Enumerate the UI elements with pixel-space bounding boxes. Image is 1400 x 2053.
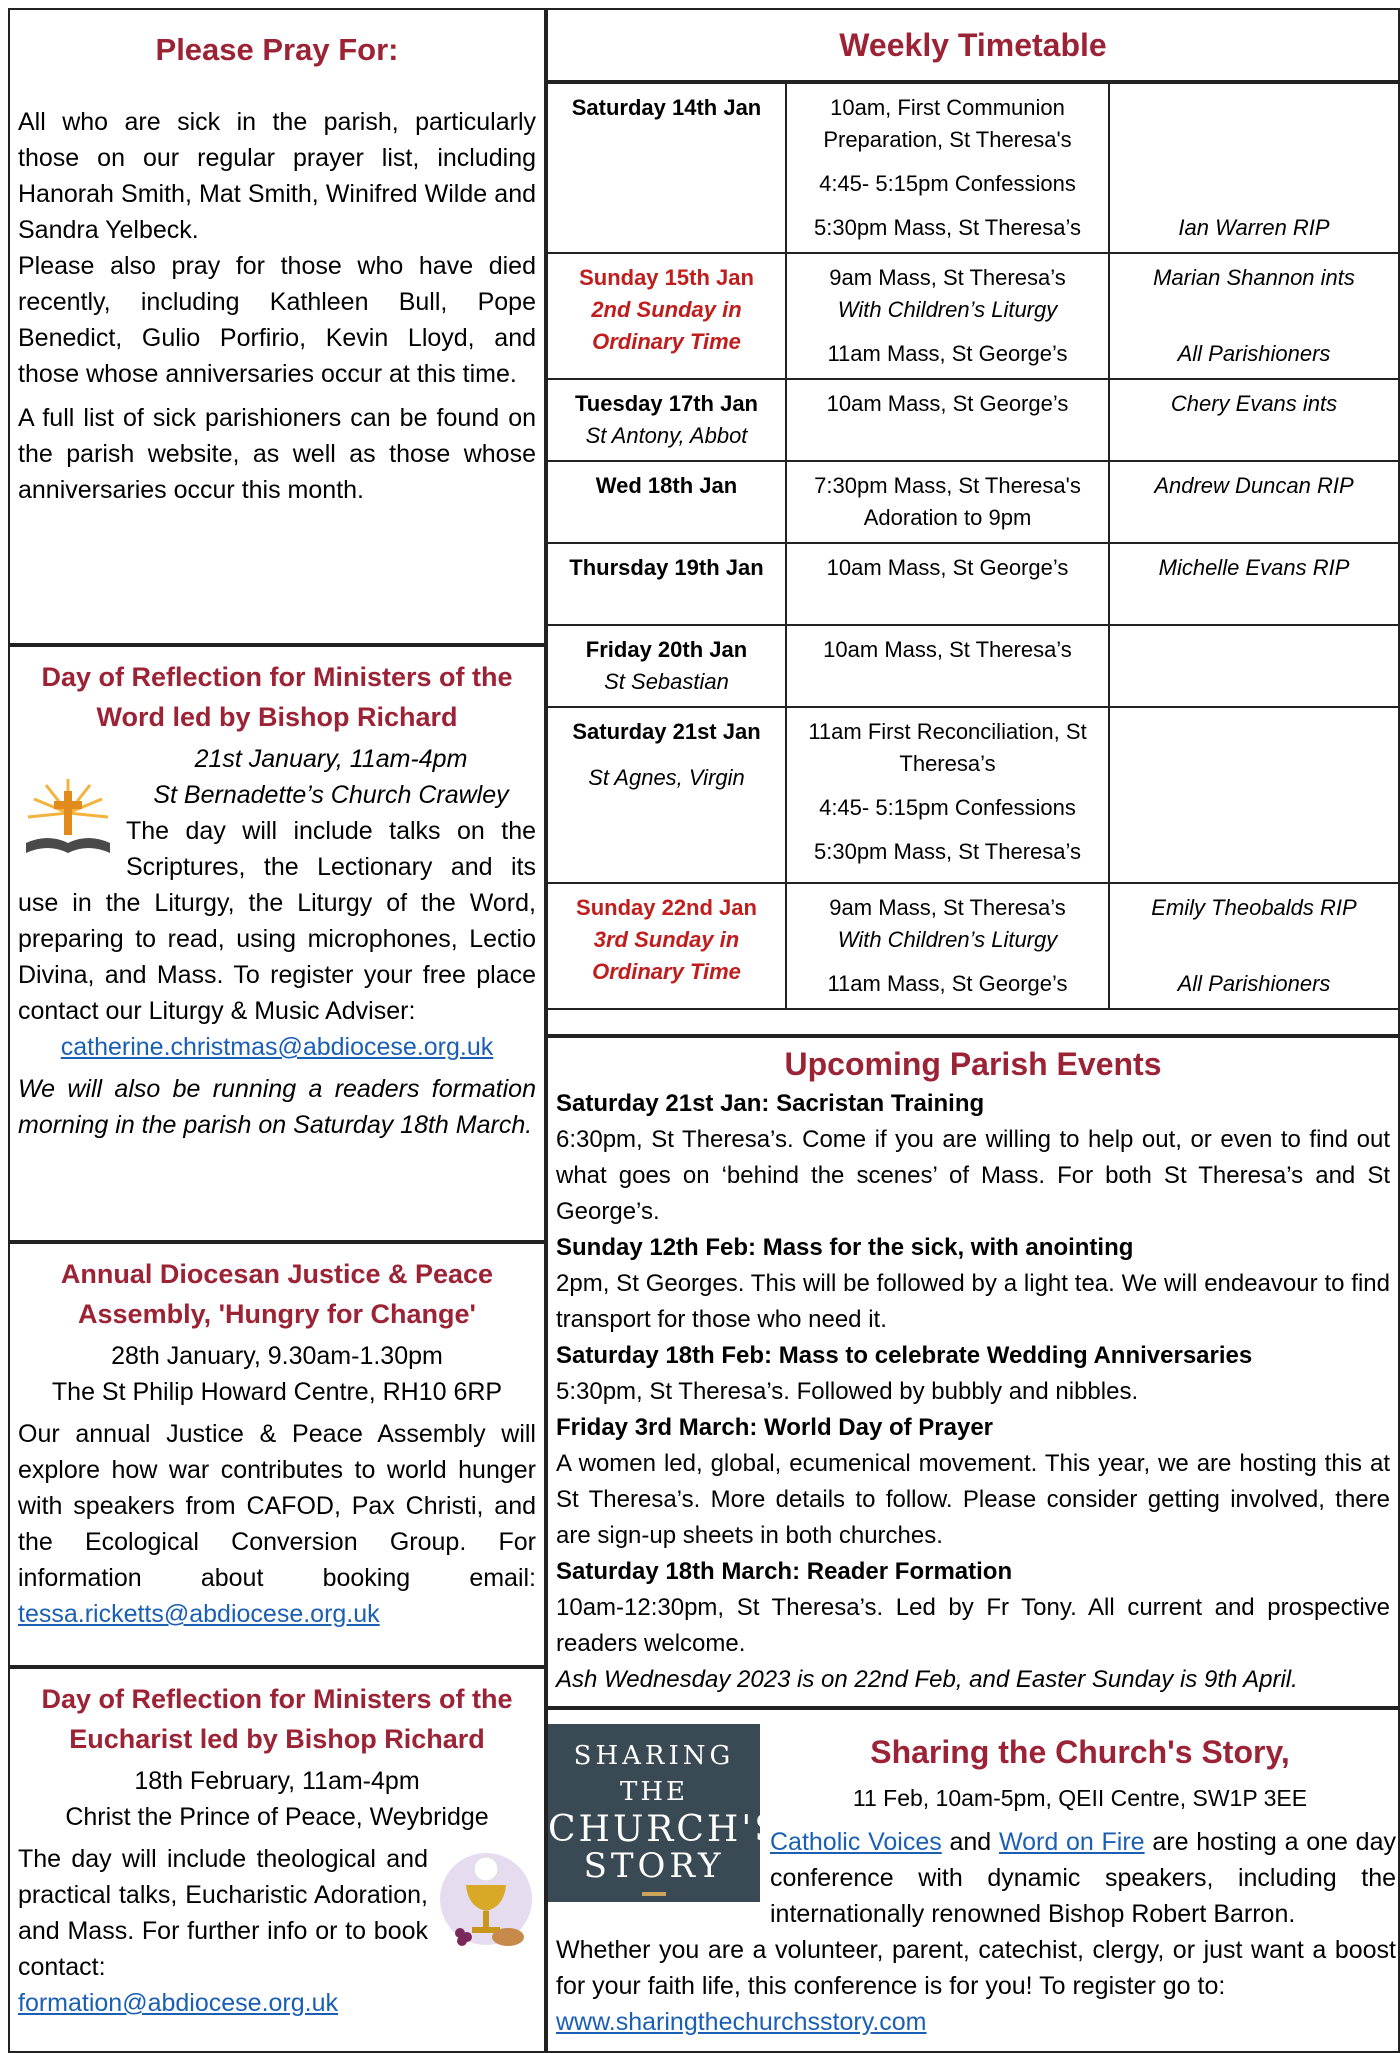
timetable-service-text: 11am Mass, St George’s	[827, 341, 1068, 366]
timetable-intention	[1116, 86, 1392, 162]
catholic-voices-link[interactable]: Catholic Voices	[770, 1828, 942, 1856]
event-title: Saturday 21st Jan: Sacristan Training	[556, 1090, 985, 1117]
timetable-row	[548, 625, 1398, 707]
pray-sick-paragraph: All who are sick in the parish, particularly those on our regular prayer list, including Hanorah Smith, Mat Smith, Winifred Wilde and Sandra Yelbeck.	[18, 108, 536, 244]
timetable-row	[548, 253, 1398, 379]
timetable-services-cell	[786, 253, 1109, 379]
timetable-feast: 3rd Sunday in Ordinary Time	[592, 927, 741, 984]
justice-peace-title: Annual Diocesan Justice & Peace Assembly, 'Hungry for Change'	[60, 1259, 494, 1329]
timetable-intentions-cell	[1109, 625, 1398, 707]
timetable-service-text: 4:45- 5:15pm Confessions	[819, 795, 1076, 820]
timetable-services-cell	[786, 625, 1109, 707]
timetable-intentions-cell	[1109, 461, 1398, 543]
sharing-and: and	[949, 1828, 992, 1856]
sharing-story-title: Sharing the Church's Story,	[870, 1734, 1290, 1770]
timetable-day: Tuesday 17th Jan	[575, 391, 758, 416]
justice-peace-body: Our annual Justice & Peace Assembly will explore how war contributes to world hunger with speakers from CAFOD, Pax Christi, and the Ecological Conversion Group. For information about booking email:	[18, 1420, 536, 1592]
sharing-body-b: Whether you are a volunteer, parent, catechist, clergy, or just want a boost for your faith life, this conference is for you! To register go to:	[556, 1936, 1396, 2000]
event-title: Saturday 18th March: Reader Formation	[556, 1558, 1013, 1585]
reflection-word-body: The day will include talks on the Scriptures, the Lectionary and its use in the Liturgy, the Liturgy of the Word, preparing to read, using microphones, Lectio Divina, and Mass. To register your free place contact our Liturgy & Music Adviser:	[18, 817, 536, 1025]
reflection-word-title: Day of Reflection for Ministers of the Word led by Bishop Richard	[41, 662, 513, 732]
timetable-day: Saturday 14th Jan	[571, 95, 762, 120]
timetable-intention	[1116, 830, 1392, 874]
timetable-day: Wed 18th Jan	[595, 473, 738, 498]
event-item	[556, 1410, 1390, 1554]
timetable-services-cell	[786, 461, 1109, 543]
timetable-intention	[1116, 628, 1392, 672]
timetable-day: Saturday 21st Jan	[572, 719, 761, 744]
timetable-service	[793, 830, 1102, 874]
justice-peace-date: 28th January, 9.30am-1.30pm	[111, 1342, 443, 1370]
timetable-intentions-cell	[1109, 83, 1398, 253]
bible-cross-icon	[18, 771, 118, 871]
timetable-title: Weekly Timetable	[548, 10, 1398, 82]
timetable-intention	[1116, 162, 1392, 206]
timetable-service-text: 9am Mass, St Theresa’s	[829, 895, 1066, 920]
timetable-services-cell	[786, 83, 1109, 253]
timetable-table	[548, 82, 1398, 1010]
timetable-intention: All Parishioners	[1177, 341, 1331, 366]
chalice-icon	[436, 1841, 536, 1961]
event-item	[556, 1338, 1390, 1410]
timetable-services-cell	[786, 883, 1109, 1009]
events-title: Upcoming Parish Events	[784, 1046, 1162, 1082]
timetable-service-note: With Children’s Liturgy	[837, 927, 1058, 952]
timetable-intention: All Parishioners	[1177, 971, 1331, 996]
logo-line-the: THE	[620, 1777, 688, 1807]
event-description: 2pm, St Georges. This will be followed by a light tea. We will endeavour to find transport for those who need it.	[556, 1270, 1390, 1333]
timetable-service-text: 9am Mass, St Theresa’s	[829, 265, 1066, 290]
logo-line-churchs: CHURCH'S	[548, 1809, 782, 1850]
timetable-day-cell	[548, 543, 786, 625]
timetable-service-text: 7:30pm Mass, St Theresa's Adoration to 9pm	[814, 473, 1081, 530]
weekly-timetable	[546, 8, 1400, 1036]
timetable-feast: St Agnes, Virgin	[588, 765, 745, 790]
events-list	[556, 1086, 1390, 1662]
events-note: Ash Wednesday 2023 is on 22nd Feb, and Easter Sunday is 9th April.	[556, 1666, 1298, 1693]
timetable-service	[793, 256, 1102, 332]
event-description: 5:30pm, St Theresa’s. Followed by bubbly and nibbles.	[556, 1378, 1139, 1405]
upcoming-events-section	[546, 1036, 1400, 1708]
sharing-body-a: are hosting a one day conference with dynamic speakers, including the internationally renowned Bishop Robert Barron.	[770, 1828, 1396, 1928]
timetable-service-text: 10am Mass, St George’s	[826, 391, 1069, 416]
logo-line-story: STORY	[583, 1846, 725, 1886]
reflection-word-place: St Bernadette’s Church Crawley	[153, 781, 509, 809]
word-on-fire-link[interactable]: Word on Fire	[998, 1828, 1145, 1856]
justice-peace-place: The St Philip Howard Centre, RH10 6RP	[51, 1378, 503, 1406]
timetable-service-text: 4:45- 5:15pm Confessions	[819, 171, 1076, 196]
timetable-row	[548, 83, 1398, 253]
sharing-story-logo	[548, 1724, 782, 1902]
timetable-service-text: 11am First Reconciliation, St Theresa’s	[808, 719, 1087, 776]
timetable-service	[793, 162, 1102, 206]
timetable-service	[793, 710, 1102, 786]
timetable-row	[548, 707, 1398, 883]
timetable-service-text: 5:30pm Mass, St Theresa’s	[814, 215, 1081, 240]
timetable-day-cell	[548, 461, 786, 543]
timetable-intention	[1116, 786, 1392, 830]
timetable-service-text: 10am Mass, St Theresa’s	[823, 637, 1072, 662]
event-description: 10am-12:30pm, St Theresa’s. Led by Fr Tony. All current and prospective readers welcome.	[556, 1594, 1390, 1657]
timetable-day-cell	[548, 253, 786, 379]
timetable-intention: Emily Theobalds RIP	[1151, 895, 1357, 920]
timetable-service	[793, 382, 1102, 426]
timetable-feast: St Antony, Abbot	[585, 423, 748, 448]
sharing-story-url-link[interactable]: www.sharingthechurchsstory.com	[556, 2008, 927, 2036]
reflection-eucharist-body: The day will include theological and practical talks, Eucharistic Adoration, and Mass. For further info or to book contact:	[18, 1845, 428, 1981]
reflection-eucharist-section	[8, 1667, 546, 2053]
timetable-service-note: With Children’s Liturgy	[837, 297, 1058, 322]
pray-for-title: Please Pray For:	[155, 32, 399, 67]
timetable-service	[793, 206, 1102, 250]
timetable-intentions-cell	[1109, 543, 1398, 625]
reflection-eucharist-title: Day of Reflection for Ministers of the Eucharist led by Bishop Richard	[41, 1684, 513, 1754]
timetable-row	[548, 543, 1398, 625]
timetable-day: Sunday 15th Jan	[579, 265, 754, 290]
event-item	[556, 1086, 1390, 1230]
timetable-row	[548, 883, 1398, 1009]
timetable-services-cell	[786, 707, 1109, 883]
timetable-row	[548, 461, 1398, 543]
timetable-service-text: 11am Mass, St George’s	[827, 971, 1068, 996]
timetable-day-cell	[548, 883, 786, 1009]
timetable-service	[793, 86, 1102, 162]
timetable-row	[548, 379, 1398, 461]
pray-for-section	[8, 8, 546, 645]
event-item	[556, 1230, 1390, 1338]
timetable-services-cell	[786, 379, 1109, 461]
reflection-word-email-link[interactable]: catherine.christmas@abdiocese.org.uk	[60, 1033, 494, 1061]
event-description: 6:30pm, St Theresa’s. Come if you are willing to help out, or even to find out what goes on ‘behind the scenes’ of Mass. For both St Theresa’s and St George’s.	[556, 1126, 1390, 1225]
timetable-intentions-cell	[1109, 253, 1398, 379]
timetable-day: Thursday 19th Jan	[569, 555, 764, 580]
timetable-service	[793, 628, 1102, 672]
logo-line-sharing: SHARING	[573, 1741, 735, 1771]
timetable-service-text: 10am Mass, St George’s	[826, 555, 1069, 580]
timetable-intention: Michelle Evans RIP	[1158, 555, 1350, 580]
justice-peace-email-link[interactable]: tessa.ricketts@abdiocese.org.uk	[18, 1600, 380, 1628]
reflection-word-section	[8, 645, 546, 1242]
logo-bookmark-icon	[642, 1892, 666, 1896]
timetable-intentions-cell	[1109, 707, 1398, 883]
timetable-service	[793, 962, 1102, 1006]
pray-list-paragraph: A full list of sick parishioners can be found on the parish website, as well as those whose anniversaries occur this month.	[18, 404, 536, 504]
timetable-service-text: 5:30pm Mass, St Theresa’s	[814, 839, 1081, 864]
timetable-intention: Ian Warren RIP	[1178, 215, 1330, 240]
timetable-service	[793, 332, 1102, 376]
event-description: A women led, global, ecumenical movement. This year, we are hosting this at St Theresa’s. More details to follow. Please consider getting involved, there are sign-up sheets in both churches.	[556, 1450, 1390, 1549]
timetable-service	[793, 786, 1102, 830]
timetable-day-cell	[548, 707, 786, 883]
sharing-story-section	[546, 1708, 1400, 2053]
justice-peace-section	[8, 1242, 546, 1667]
timetable-service	[793, 464, 1102, 540]
timetable-intention: Chery Evans ints	[1170, 391, 1338, 416]
timetable-feast: St Sebastian	[604, 669, 729, 694]
event-title: Saturday 18th Feb: Mass to celebrate Wedding Anniversaries	[556, 1342, 1253, 1369]
timetable-service-text: 10am, First Communion Preparation, St Theresa's	[823, 95, 1072, 152]
timetable-day-cell	[548, 83, 786, 253]
timetable-intentions-cell	[1109, 379, 1398, 461]
timetable-day: Sunday 22nd Jan	[576, 895, 757, 920]
timetable-intention: Marian Shannon ints	[1153, 265, 1355, 290]
timetable-feast: 2nd Sunday in Ordinary Time	[591, 297, 742, 354]
event-item	[556, 1554, 1390, 1662]
timetable-intention: Andrew Duncan RIP	[1154, 473, 1354, 498]
timetable-service	[793, 546, 1102, 590]
reflection-word-date: 21st January, 11am-4pm	[194, 745, 468, 773]
timetable-day: Friday 20th Jan	[585, 637, 748, 662]
timetable-intention	[1116, 710, 1392, 786]
sharing-story-subtitle: 11 Feb, 10am-5pm, QEII Centre, SW1P 3EE	[852, 1785, 1308, 1811]
timetable-services-cell	[786, 543, 1109, 625]
timetable-intentions-cell	[1109, 883, 1398, 1009]
timetable-service	[793, 886, 1102, 962]
reflection-eucharist-email-link[interactable]: formation@abdiocese.org.uk	[18, 1989, 338, 2017]
pray-died-paragraph: Please also pray for those who have died recently, including Kathleen Bull, Pope Benedict, Gulio Porfirio, Kevin Lloyd, and those whose anniversaries occur at this time.	[18, 252, 536, 388]
timetable-day-cell	[548, 625, 786, 707]
event-title: Sunday 12th Feb: Mass for the sick, with anointing	[556, 1234, 1134, 1261]
reflection-eucharist-date: 18th February, 11am-4pm	[134, 1767, 420, 1795]
event-title: Friday 3rd March: World Day of Prayer	[556, 1414, 994, 1441]
reflection-eucharist-place: Christ the Prince of Peace, Weybridge	[65, 1803, 489, 1831]
timetable-day-cell	[548, 379, 786, 461]
reflection-word-note: We will also be running a readers formation morning in the parish on Saturday 18th March.	[18, 1075, 536, 1139]
